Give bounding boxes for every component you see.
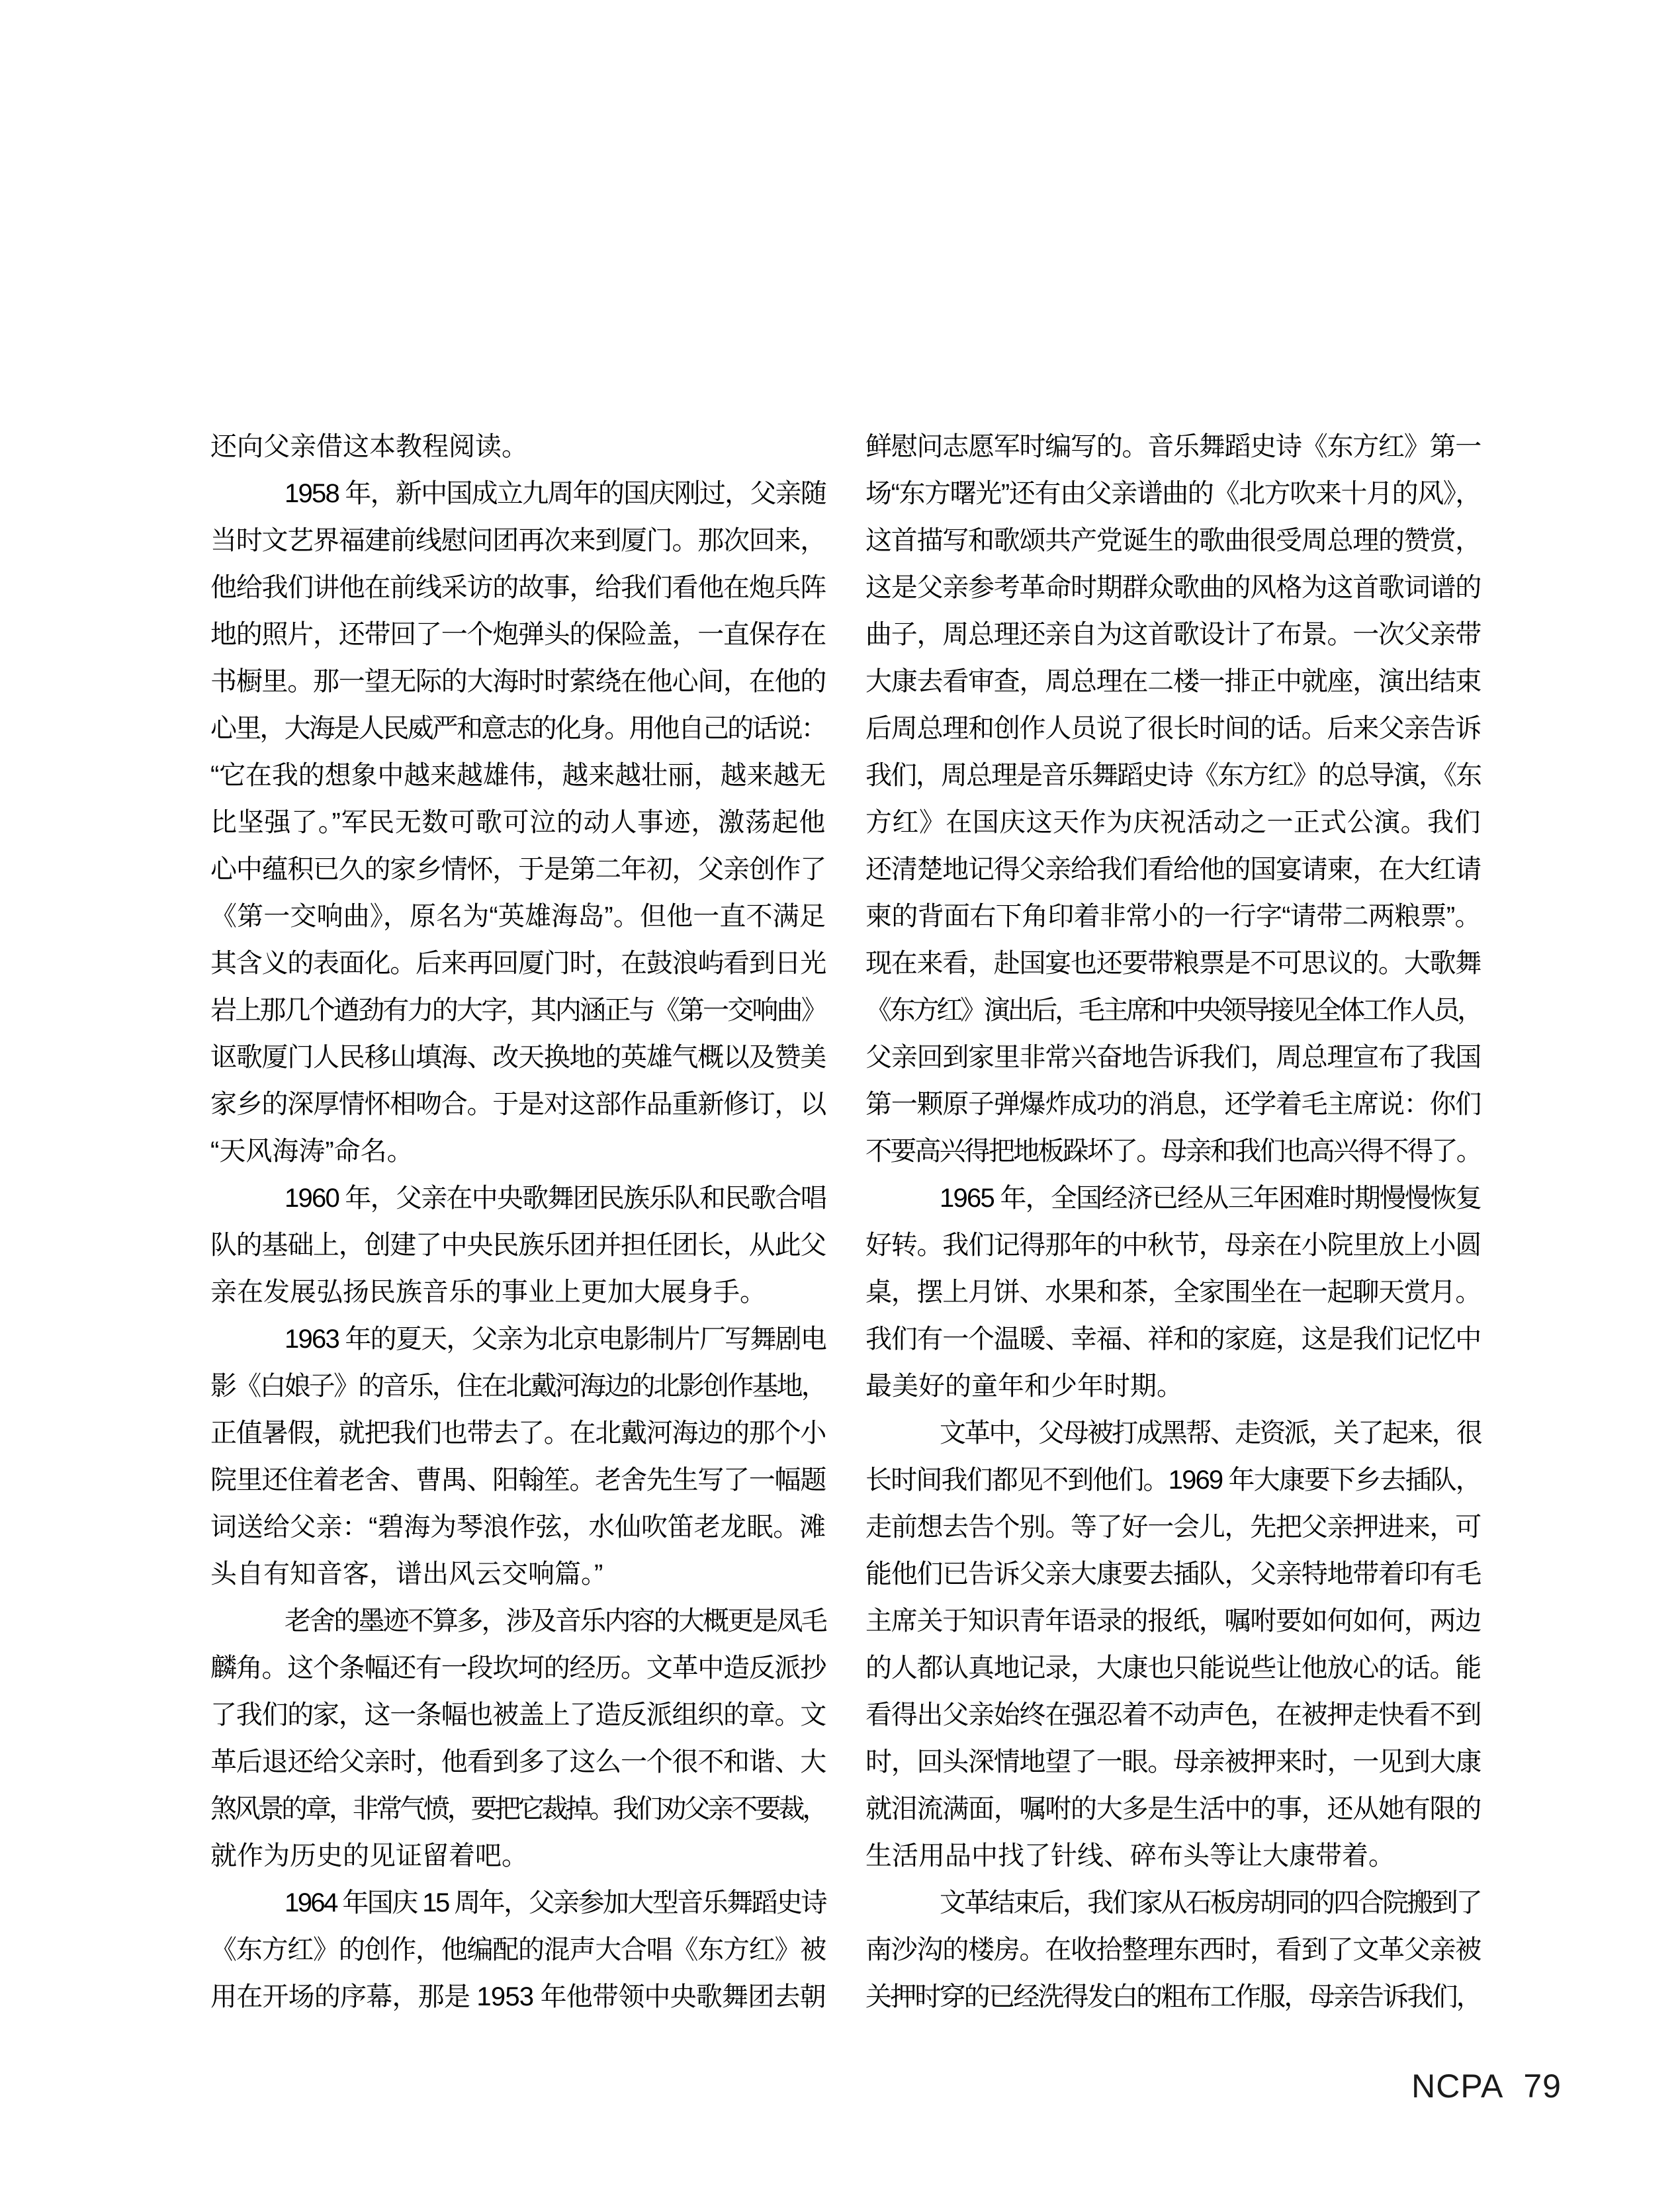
- text-line: 的人都认真地记录，大康也只能说些让他放心的话。能: [865, 1653, 1481, 1683]
- text-line: 心中蕴积已久的家乡情怀，于是第二年初，父亲创作了: [210, 855, 826, 884]
- text-line: 讴歌厦门人民移山填海、改天换地的英雄气概以及赞美: [210, 1043, 826, 1072]
- text-line: 主席关于知识青年语录的报纸，嘱咐要如何如何，两边: [865, 1606, 1481, 1636]
- text-line: 第一颗原子弹爆炸成功的消息，还学着毛主席说：你们: [865, 1090, 1481, 1119]
- text-line: 院里还住着老舍、曹禺、阳翰笙。老舍先生写了一幅题: [210, 1466, 826, 1495]
- text-line: 能他们已告诉父亲大康要去插队，父亲特地带着印有毛: [865, 1559, 1481, 1589]
- text-line: 走前想去告个别。等了好一会儿，先把父亲押进来，可: [865, 1512, 1481, 1542]
- text-line: 我们，周总理是音乐舞蹈史诗《东方红》的总导演，《东: [865, 761, 1481, 790]
- text-line: 亲在发展弘扬民族音乐的事业上更加大展身手。: [210, 1278, 766, 1307]
- page-footer: [1411, 2067, 1562, 2105]
- text-line: 生活用品中找了针线、碎布头等让大康带着。: [865, 1841, 1395, 1870]
- text-line: 桌，摆上月饼、水果和茶，全家围坐在一起聊天赏月。: [865, 1278, 1481, 1307]
- text-line: 1964 年国庆 15 周年，父亲参加大型音乐舞蹈史诗: [285, 1888, 826, 1917]
- text-line: 方红》在国庆这天作为庆祝活动之一正式公演。我们: [865, 808, 1481, 837]
- text-line: 正值暑假，就把我们也带去了。在北戴河海边的那个小: [210, 1419, 826, 1448]
- text-line: 书橱里。那一望无际的大海时时萦绕在他心间，在他的: [210, 667, 826, 696]
- text-line: 柬的背面右下角印着非常小的一行字“请带二两粮票”。: [865, 902, 1481, 931]
- text-line: “天风海涛”命名。: [210, 1137, 414, 1166]
- text-line: 《第一交响曲》，原名为“英雄海岛”。但他一直不满足: [210, 902, 826, 931]
- text-line: 曲子，周总理还亲自为这首歌设计了布景。一次父亲带: [865, 620, 1481, 649]
- text-line: 最美好的童年和少年时期。: [865, 1372, 1183, 1401]
- text-line: 看得出父亲始终在强忍着不动声色，在被押走快看不到: [865, 1700, 1481, 1729]
- text-line: 当时文艺界福建前线慰问团再次来到厦门。那次回来，: [210, 526, 826, 555]
- text-line: 这是父亲参考革命时期群众歌曲的风格为这首歌词谱的: [865, 573, 1481, 602]
- text-line: 文革结束后，我们家从石板房胡同的四合院搬到了: [940, 1888, 1481, 1917]
- journal-label: NCPA: [1411, 2068, 1504, 2105]
- text-line: 1958 年，新中国成立九周年的国庆刚过，父亲随: [285, 479, 826, 508]
- text-line: 煞风景的章，非常气愤，要把它裁掉。我们劝父亲不要裁，: [210, 1794, 826, 1823]
- text-line: 心里，大海是人民威严和意志的化身。用他自己的话说：: [210, 714, 826, 743]
- text-line: 后周总理和创作人员说了很长时间的话。后来父亲告诉: [865, 714, 1481, 743]
- text-line: 长时间我们都见不到他们。1969 年大康要下乡去插队，: [865, 1466, 1481, 1495]
- text-line: 麟角。这个条幅还有一段坎坷的经历。文革中造反派抄: [210, 1653, 826, 1683]
- text-line: 用在开场的序幕，那是 1953 年他带领中央歌舞团去朝: [210, 1982, 826, 2011]
- text-line: 现在来看，赴国宴也还要带粮票是不可思议的。大歌舞: [865, 949, 1481, 978]
- text-line: 鲜慰问志愿军时编写的。音乐舞蹈史诗《东方红》第一: [865, 432, 1481, 461]
- text-line: 地的照片，还带回了一个炮弹头的保险盖，一直保存在: [210, 620, 826, 649]
- text-line: 《东方红》的创作，他编配的混声大合唱《东方红》被: [210, 1935, 826, 1964]
- text-line: 就泪流满面，嘱咐的大多是生活中的事，还从她有限的: [865, 1794, 1481, 1823]
- text-line: 时，回头深情地望了一眼。母亲被押来时，一见到大康: [865, 1747, 1481, 1776]
- text-line: 父亲回到家里非常兴奋地告诉我们，周总理宣布了我国: [865, 1043, 1481, 1072]
- text-line: 头自有知音客，谱出风云交响篇。”: [210, 1559, 603, 1589]
- text-line: 南沙沟的楼房。在收拾整理东西时，看到了文革父亲被: [865, 1935, 1481, 1964]
- text-line: 词送给父亲：“碧海为琴浪作弦，水仙吹笛老龙眠。滩: [210, 1512, 826, 1542]
- text-line: 还向父亲借这本教程阅读。: [210, 432, 528, 461]
- text-line: 他给我们讲他在前线采访的故事，给我们看他在炮兵阵: [210, 573, 826, 602]
- text-line: 我们有一个温暖、幸福、祥和的家庭，这是我们记忆中: [865, 1325, 1481, 1354]
- article-column-right: [865, 423, 1481, 2021]
- text-line: 家乡的深厚情怀相吻合。于是对这部作品重新修订，以: [210, 1090, 826, 1119]
- text-line: 不要高兴得把地板跺坏了。母亲和我们也高兴得不得了。: [865, 1137, 1481, 1166]
- page-number: 79: [1523, 2068, 1562, 2105]
- text-line: 1965 年，全国经济已经从三年困难时期慢慢恢复: [940, 1184, 1481, 1213]
- text-line: 文革中，父母被打成黑帮、走资派，关了起来，很: [940, 1419, 1481, 1448]
- text-line: 大康去看审查，周总理在二楼一排正中就座，演出结束: [865, 667, 1481, 696]
- text-line: 1963 年的夏天，父亲为北京电影制片厂写舞剧电: [285, 1325, 826, 1354]
- text-line: 老舍的墨迹不算多，涉及音乐内容的大概更是凤毛: [285, 1606, 826, 1636]
- text-line: 关押时穿的已经洗得发白的粗布工作服，母亲告诉我们，: [865, 1982, 1481, 2011]
- text-line: 还清楚地记得父亲给我们看给他的国宴请柬，在大红请: [865, 855, 1481, 884]
- text-line: 1960 年，父亲在中央歌舞团民族乐队和民歌合唱: [285, 1184, 826, 1213]
- text-line: 这首描写和歌颂共产党诞生的歌曲很受周总理的赞赏，: [865, 526, 1481, 555]
- text-line: 场“东方曙光”还有由父亲谱曲的《北方吹来十月的风》，: [865, 479, 1481, 508]
- text-line: 比坚强了。”军民无数可歌可泣的动人事迹，激荡起他: [210, 808, 826, 837]
- text-line: 影《白娘子》的音乐，住在北戴河海边的北影创作基地，: [210, 1372, 826, 1401]
- text-line: 岩上那几个遒劲有力的大字，其内涵正与《第一交响曲》: [210, 996, 826, 1025]
- text-line: 《东方红》演出后，毛主席和中央领导接见全体工作人员，: [865, 996, 1481, 1025]
- text-line: 好转。我们记得那年的中秋节，母亲在小院里放上小圆: [865, 1231, 1481, 1260]
- text-line: 革后退还给父亲时，他看到多了这么一个很不和谐、大: [210, 1747, 826, 1776]
- text-line: 了我们的家，这一条幅也被盖上了造反派组织的章。文: [210, 1700, 826, 1729]
- text-line: “它在我的想象中越来越雄伟，越来越壮丽，越来越无: [210, 761, 826, 790]
- text-line: 就作为历史的见证留着吧。: [210, 1841, 528, 1870]
- text-line: 队的基础上，创建了中央民族乐团并担任团长，从此父: [210, 1231, 826, 1260]
- text-line: 其含义的表面化。后来再回厦门时，在鼓浪屿看到日光: [210, 949, 826, 978]
- article-column-left: [210, 423, 826, 2021]
